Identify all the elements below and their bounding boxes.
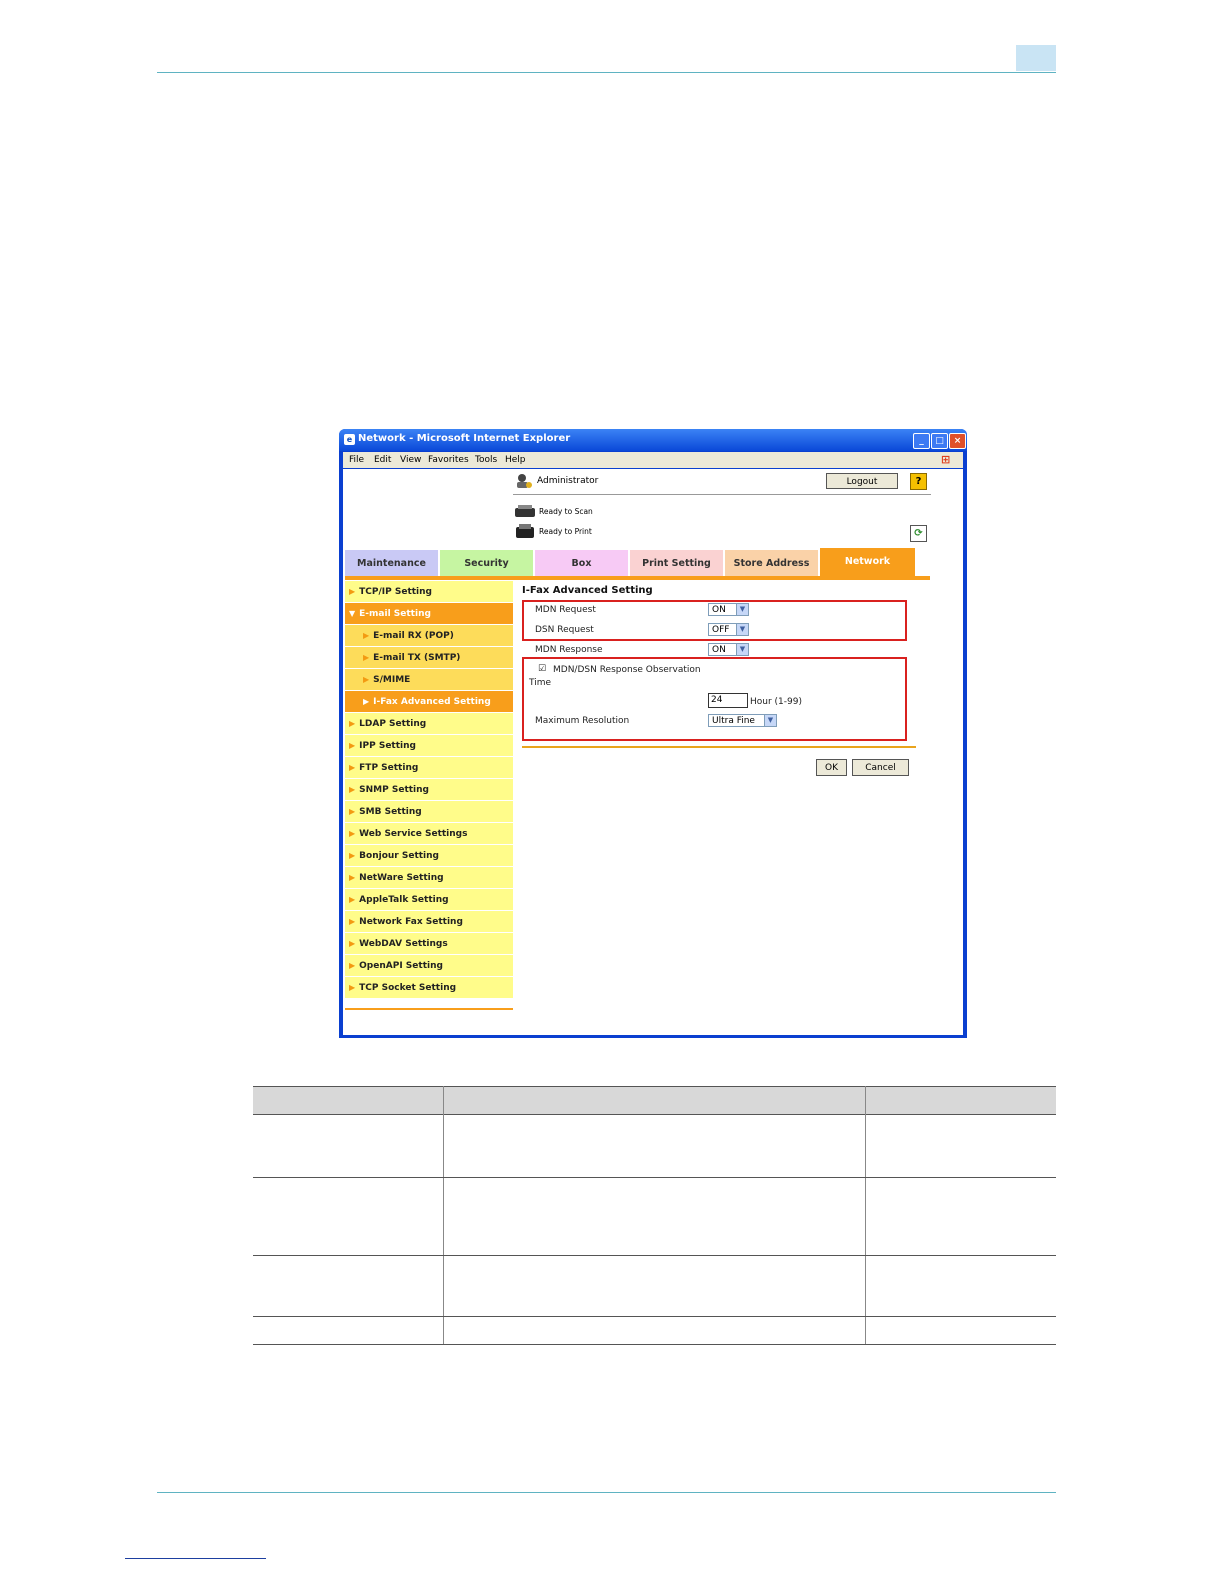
arrow-right-icon: ▶: [349, 587, 356, 596]
sidebar-item-tcpip[interactable]: [345, 581, 513, 603]
time-unit-label: Hour (1-99): [750, 697, 802, 707]
sidebar-item-label: Web Service Settings: [359, 829, 468, 839]
chevron-down-icon: ▼: [736, 624, 748, 635]
sidebar-item-label: TCP Socket Setting: [359, 983, 457, 993]
arrow-right-icon: ▶: [363, 675, 370, 684]
arrow-right-icon: ▶: [349, 873, 356, 882]
minimize-icon[interactable]: _: [913, 433, 930, 449]
sidebar-item-label: E-mail Setting: [359, 609, 431, 619]
sidebar-item-netware[interactable]: [345, 867, 513, 889]
logout-button[interactable]: Logout: [826, 473, 898, 489]
max-resolution-label: Maximum Resolution: [535, 716, 630, 726]
scanner-icon: [514, 503, 536, 519]
sidebar-item-ifax-advanced[interactable]: [345, 691, 513, 713]
footer-link-underline: [125, 1558, 266, 1559]
max-resolution-value: Ultra Fine: [712, 716, 755, 726]
help-icon[interactable]: ?: [910, 473, 927, 490]
arrow-right-icon: ▶: [349, 939, 356, 948]
arrow-right-icon: ▶: [363, 697, 370, 706]
page-content: [343, 469, 963, 1035]
mdn-request-select[interactable]: [708, 603, 749, 616]
ok-button[interactable]: OK: [816, 759, 847, 776]
print-status: Ready to Print: [539, 527, 592, 536]
window-title: Network - Microsoft Internet Explorer: [358, 433, 571, 444]
footer-rule: [157, 1492, 1056, 1493]
arrow-right-icon: ▶: [349, 785, 356, 794]
maximize-icon[interactable]: □: [931, 433, 948, 449]
refresh-icon[interactable]: ⟳: [910, 525, 927, 542]
sidebar-item-smime[interactable]: [345, 669, 513, 691]
administrator-icon: [515, 473, 533, 489]
page-corner-tab: [1016, 45, 1056, 71]
sidebar-item-ftp[interactable]: [345, 757, 513, 779]
tab-maintenance[interactable]: Maintenance: [345, 550, 438, 578]
sidebar-item-label: SNMP Setting: [359, 785, 429, 795]
tab-print-setting[interactable]: Print Setting: [630, 550, 723, 578]
sidebar-item-label: OpenAPI Setting: [359, 961, 443, 971]
sidebar-item-label: TCP/IP Setting: [359, 587, 432, 597]
close-icon[interactable]: ×: [949, 433, 966, 449]
ie-icon: e: [344, 434, 355, 445]
sidebar-item-webdav[interactable]: [345, 933, 513, 955]
sidebar-item-ipp[interactable]: [345, 735, 513, 757]
menu-file[interactable]: File: [349, 455, 365, 465]
mdn-response-value: ON: [712, 645, 726, 655]
sidebar-item-label: NetWare Setting: [359, 873, 444, 883]
panel-title: I-Fax Advanced Setting: [522, 585, 653, 596]
menu-view[interactable]: View: [400, 455, 422, 465]
menu-bar: [343, 452, 963, 468]
table-bottom-rule: [253, 1344, 1056, 1345]
sidebar-item-bonjour[interactable]: [345, 845, 513, 867]
header-divider: [513, 494, 931, 495]
administrator-label: Administrator: [537, 476, 599, 486]
menu-edit[interactable]: Edit: [374, 455, 392, 465]
menu-help[interactable]: Help: [505, 455, 526, 465]
browser-window: [339, 429, 967, 1038]
sidebar-item-label: SMB Setting: [359, 807, 422, 817]
arrow-down-icon: ▼: [349, 609, 356, 618]
sidebar-item-label: E-mail RX (POP): [373, 631, 454, 641]
arrow-right-icon: ▶: [349, 851, 356, 860]
dsn-request-select[interactable]: [708, 623, 749, 636]
mdn-request-label: MDN Request: [535, 605, 596, 615]
arrow-right-icon: ▶: [349, 895, 356, 904]
sidebar-item-label: LDAP Setting: [359, 719, 427, 729]
arrow-right-icon: ▶: [349, 719, 356, 728]
time-label: Time: [529, 678, 552, 688]
menu-tools[interactable]: Tools: [475, 455, 498, 465]
table-row-divider: [253, 1255, 1056, 1256]
sidebar-item-network-fax[interactable]: [345, 911, 513, 933]
sidebar-item-ldap[interactable]: [345, 713, 513, 735]
arrow-right-icon: ▶: [349, 917, 356, 926]
dsn-request-value: OFF: [712, 625, 730, 635]
mdn-response-label: MDN Response: [535, 645, 603, 655]
sidebar-item-web-service[interactable]: [345, 823, 513, 845]
dsn-request-label: DSN Request: [535, 625, 594, 635]
menu-favorites[interactable]: Favorites: [428, 455, 469, 465]
title-bar: [339, 429, 967, 451]
tab-underline: [345, 576, 930, 580]
table-row-divider: [253, 1316, 1056, 1317]
tab-store-address[interactable]: Store Address: [725, 550, 818, 578]
sidebar-item-label: E-mail TX (SMTP): [373, 653, 461, 663]
arrow-right-icon: ▶: [363, 631, 370, 640]
max-resolution-select[interactable]: [708, 714, 777, 727]
sidebar-item-email-tx[interactable]: [345, 647, 513, 669]
tab-network[interactable]: Network: [820, 548, 915, 578]
sidebar-item-tcp-socket[interactable]: [345, 977, 513, 999]
table-column-divider: [865, 1086, 866, 1344]
sidebar-item-openapi[interactable]: [345, 955, 513, 977]
scan-status: Ready to Scan: [539, 507, 593, 516]
chevron-down-icon: ▼: [736, 644, 748, 655]
observation-checkbox[interactable]: ☑: [538, 664, 547, 674]
sidebar-item-email-rx[interactable]: [345, 625, 513, 647]
panel-divider: [522, 746, 916, 748]
arrow-right-icon: ▶: [349, 741, 356, 750]
sidebar-item-email[interactable]: [345, 603, 513, 625]
sidebar-item-label: AppleTalk Setting: [359, 895, 449, 905]
sidebar-item-label: I-Fax Advanced Setting: [373, 697, 491, 707]
arrow-right-icon: ▶: [349, 763, 356, 772]
mdn-response-select[interactable]: [708, 643, 749, 656]
observation-label: MDN/DSN Response Observation: [553, 665, 701, 675]
arrow-right-icon: ▶: [363, 653, 370, 662]
sidebar-item-label: Network Fax Setting: [359, 917, 463, 927]
tab-security[interactable]: Security: [440, 550, 533, 578]
sidebar-item-label: S/MIME: [373, 675, 411, 685]
header-rule: [157, 72, 1056, 73]
mdn-request-value: ON: [712, 605, 726, 615]
time-input[interactable]: 24: [708, 693, 748, 708]
chevron-down-icon: ▼: [736, 604, 748, 615]
table-row-divider: [253, 1177, 1056, 1178]
printer-icon: [514, 523, 536, 539]
windows-logo-icon: ⊞: [941, 453, 951, 466]
sidebar-item-snmp[interactable]: [345, 779, 513, 801]
sidebar-item-label: IPP Setting: [359, 741, 416, 751]
chevron-down-icon: ▼: [764, 715, 776, 726]
cancel-button[interactable]: Cancel: [852, 759, 909, 776]
arrow-right-icon: ▶: [349, 829, 356, 838]
sidebar-item-label: Bonjour Setting: [359, 851, 439, 861]
table-column-divider: [443, 1086, 444, 1344]
sidebar-item-appletalk[interactable]: [345, 889, 513, 911]
table-header: [253, 1086, 1056, 1115]
sidebar-item-smb[interactable]: [345, 801, 513, 823]
sidebar-item-label: WebDAV Settings: [359, 939, 448, 949]
sidebar-bottom-rule: [345, 1008, 513, 1010]
arrow-right-icon: ▶: [349, 807, 356, 816]
arrow-right-icon: ▶: [349, 961, 356, 970]
tab-box[interactable]: Box: [535, 550, 628, 578]
arrow-right-icon: ▶: [349, 983, 356, 992]
sidebar-item-label: FTP Setting: [359, 763, 419, 773]
